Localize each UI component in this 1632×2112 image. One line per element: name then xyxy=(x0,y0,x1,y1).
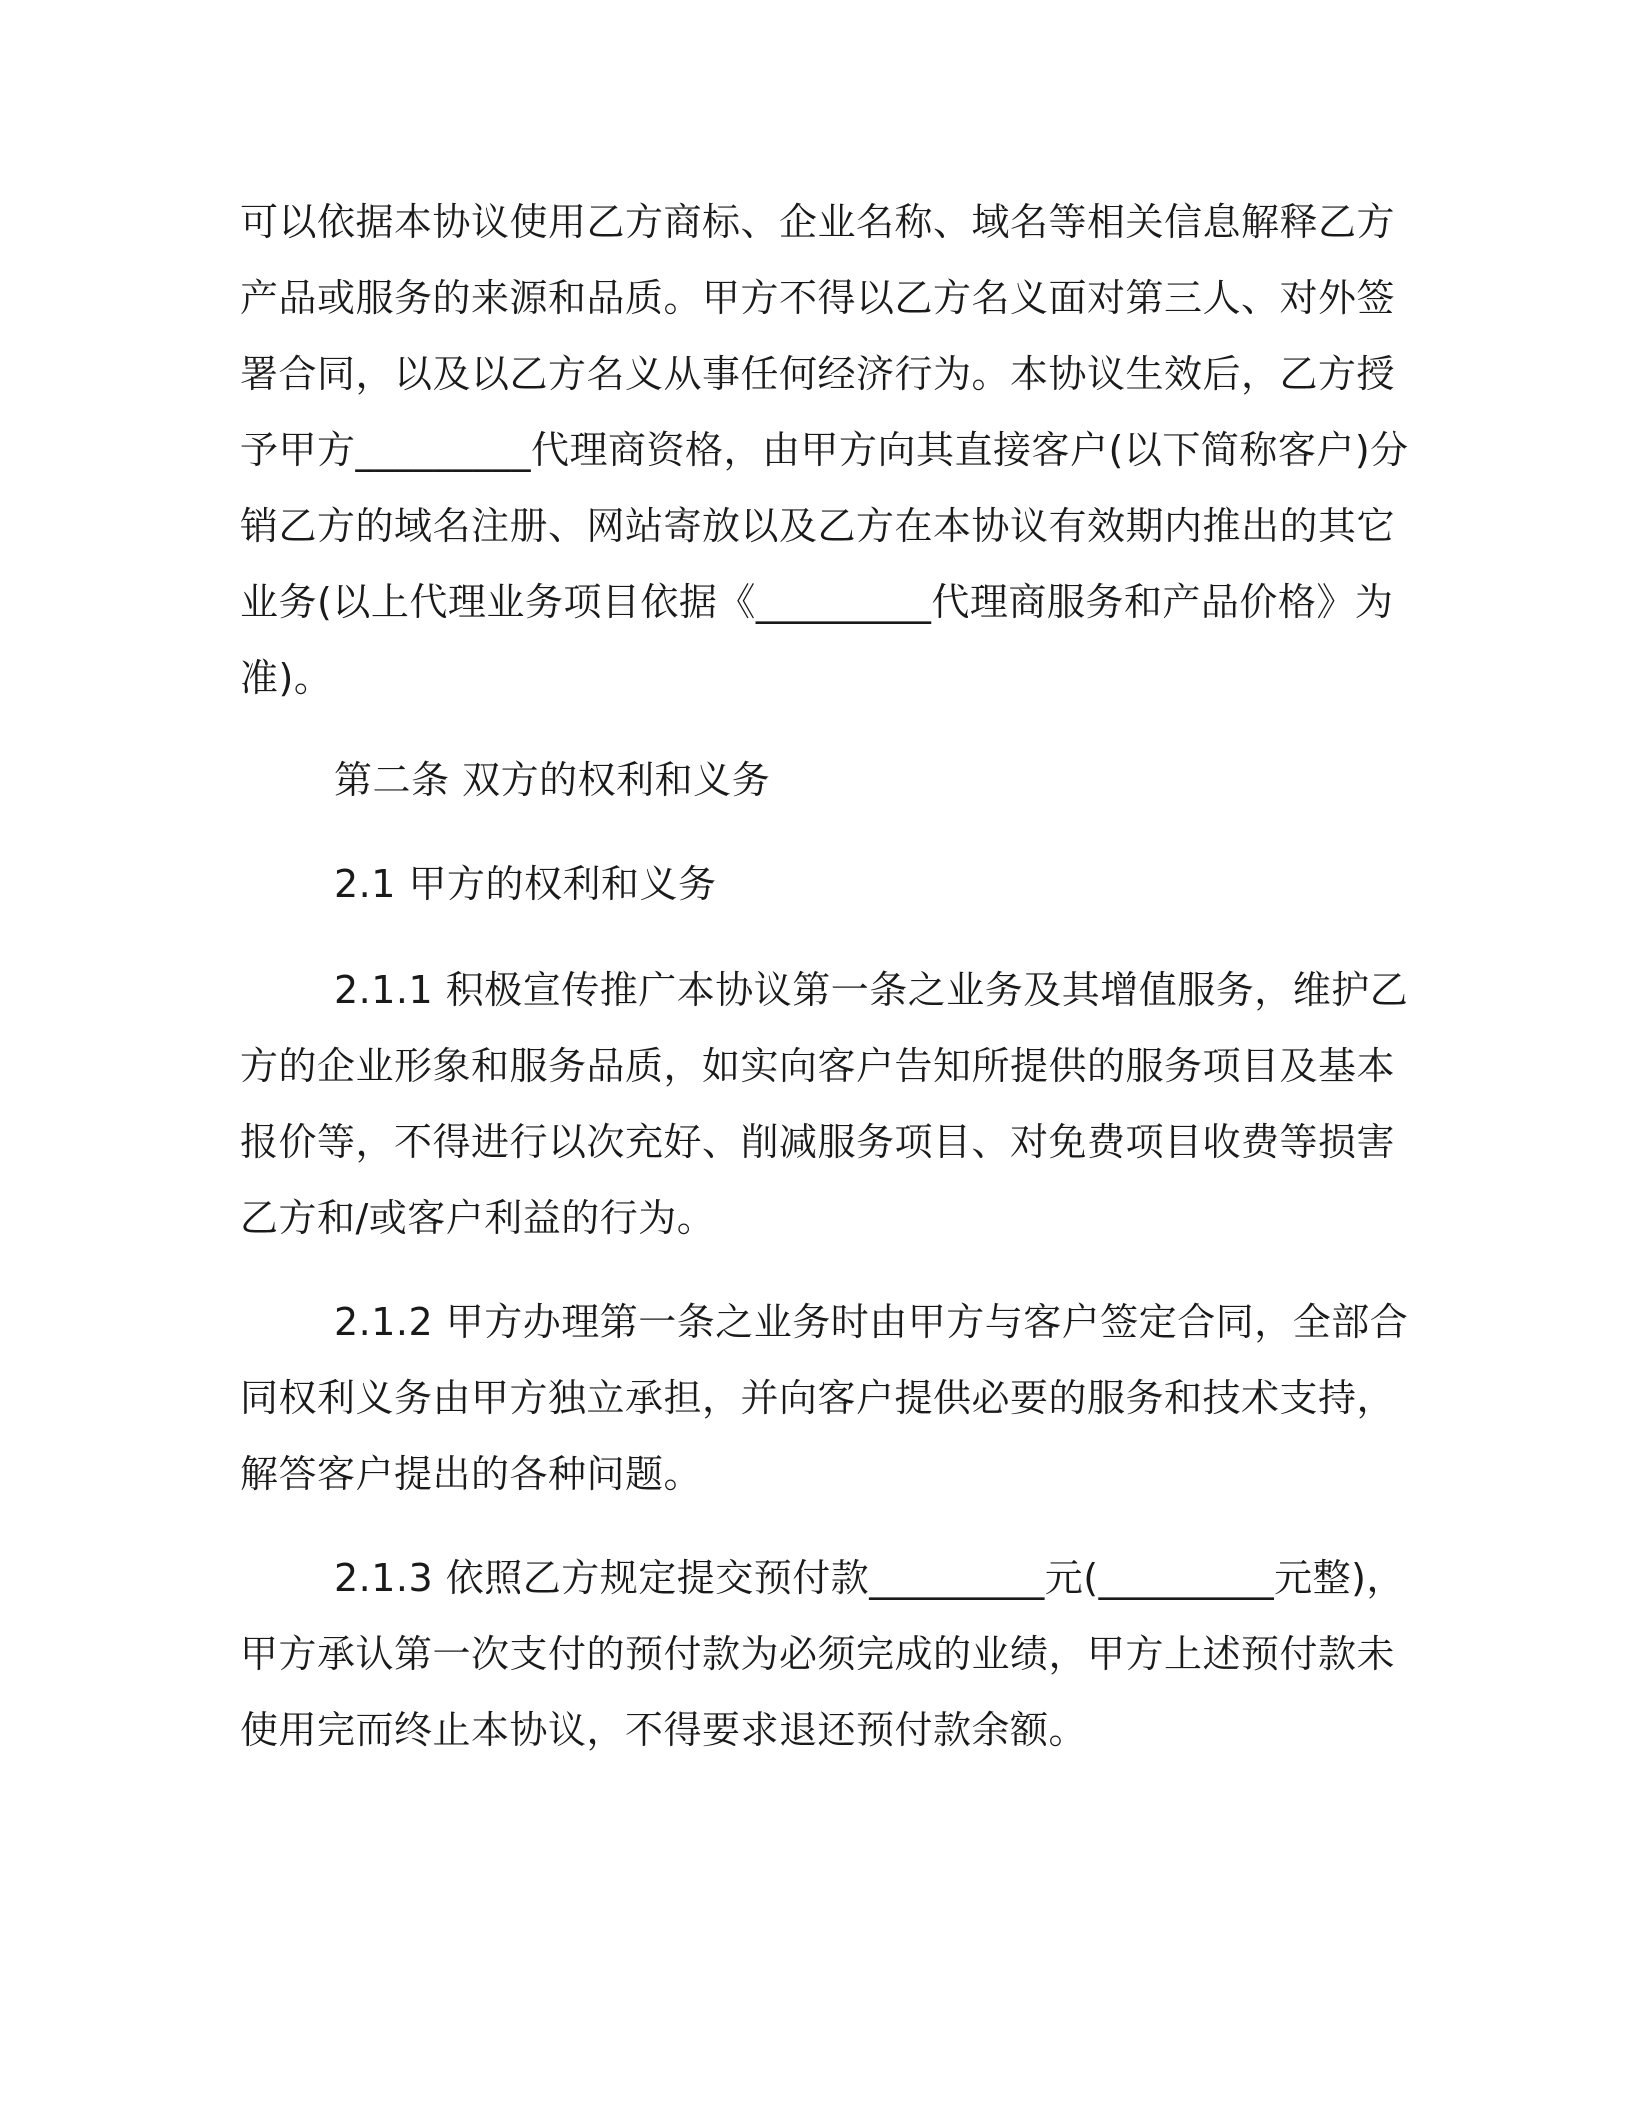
paragraph-line: 乙方和/或客户利益的行为。 xyxy=(240,1196,716,1240)
paragraph-line: 2.1.2 甲方办理第一条之业务时由甲方与客户签定合同，全部合 xyxy=(334,1300,1409,1344)
paragraph-line: 业务(以上代理业务项目依据《_________代理商服务和产品价格》为 xyxy=(240,580,1394,624)
paragraph-line: 予甲方_________代理商资格，由甲方向其直接客户(以下简称客户)分 xyxy=(240,428,1409,472)
paragraph-line: 甲方承认第一次支付的预付款为必须完成的业绩，甲方上述预付款未 xyxy=(240,1632,1396,1676)
paragraph-line: 2.1.3 依照乙方规定提交预付款_________元(_________元整)， xyxy=(334,1556,1405,1600)
paragraph-line: 方的企业形象和服务品质，如实向客户告知所提供的服务项目及基本 xyxy=(240,1044,1396,1088)
paragraph-line: 准)。 xyxy=(240,656,333,700)
paragraph-line: 同权利义务由甲方独立承担，并向客户提供必要的服务和技术支持， xyxy=(240,1376,1396,1420)
paragraph-line: 解答客户提出的各种问题。 xyxy=(240,1452,703,1496)
paragraph-line: 报价等，不得进行以次充好、削减服务项目、对免费项目收费等损害 xyxy=(240,1120,1396,1164)
subsection-heading: 2.1 甲方的权利和义务 xyxy=(334,862,717,906)
paragraph-line: 使用完而终止本协议，不得要求退还预付款余额。 xyxy=(240,1708,1088,1752)
paragraph-line: 产品或服务的来源和品质。甲方不得以乙方名义面对第三人、对外签 xyxy=(240,276,1396,320)
paragraph-line: 销乙方的域名注册、网站寄放以及乙方在本协议有效期内推出的其它 xyxy=(240,504,1396,548)
paragraph-line: 署合同，以及以乙方名义从事任何经济行为。本协议生效后，乙方授 xyxy=(240,352,1396,396)
paragraph-line: 可以依据本协议使用乙方商标、企业名称、域名等相关信息解释乙方 xyxy=(240,200,1396,244)
section-heading: 第二条 双方的权利和义务 xyxy=(334,758,771,802)
paragraph-line: 2.1.1 积极宣传推广本协议第一条之业务及其增值服务，维护乙 xyxy=(334,968,1409,1012)
